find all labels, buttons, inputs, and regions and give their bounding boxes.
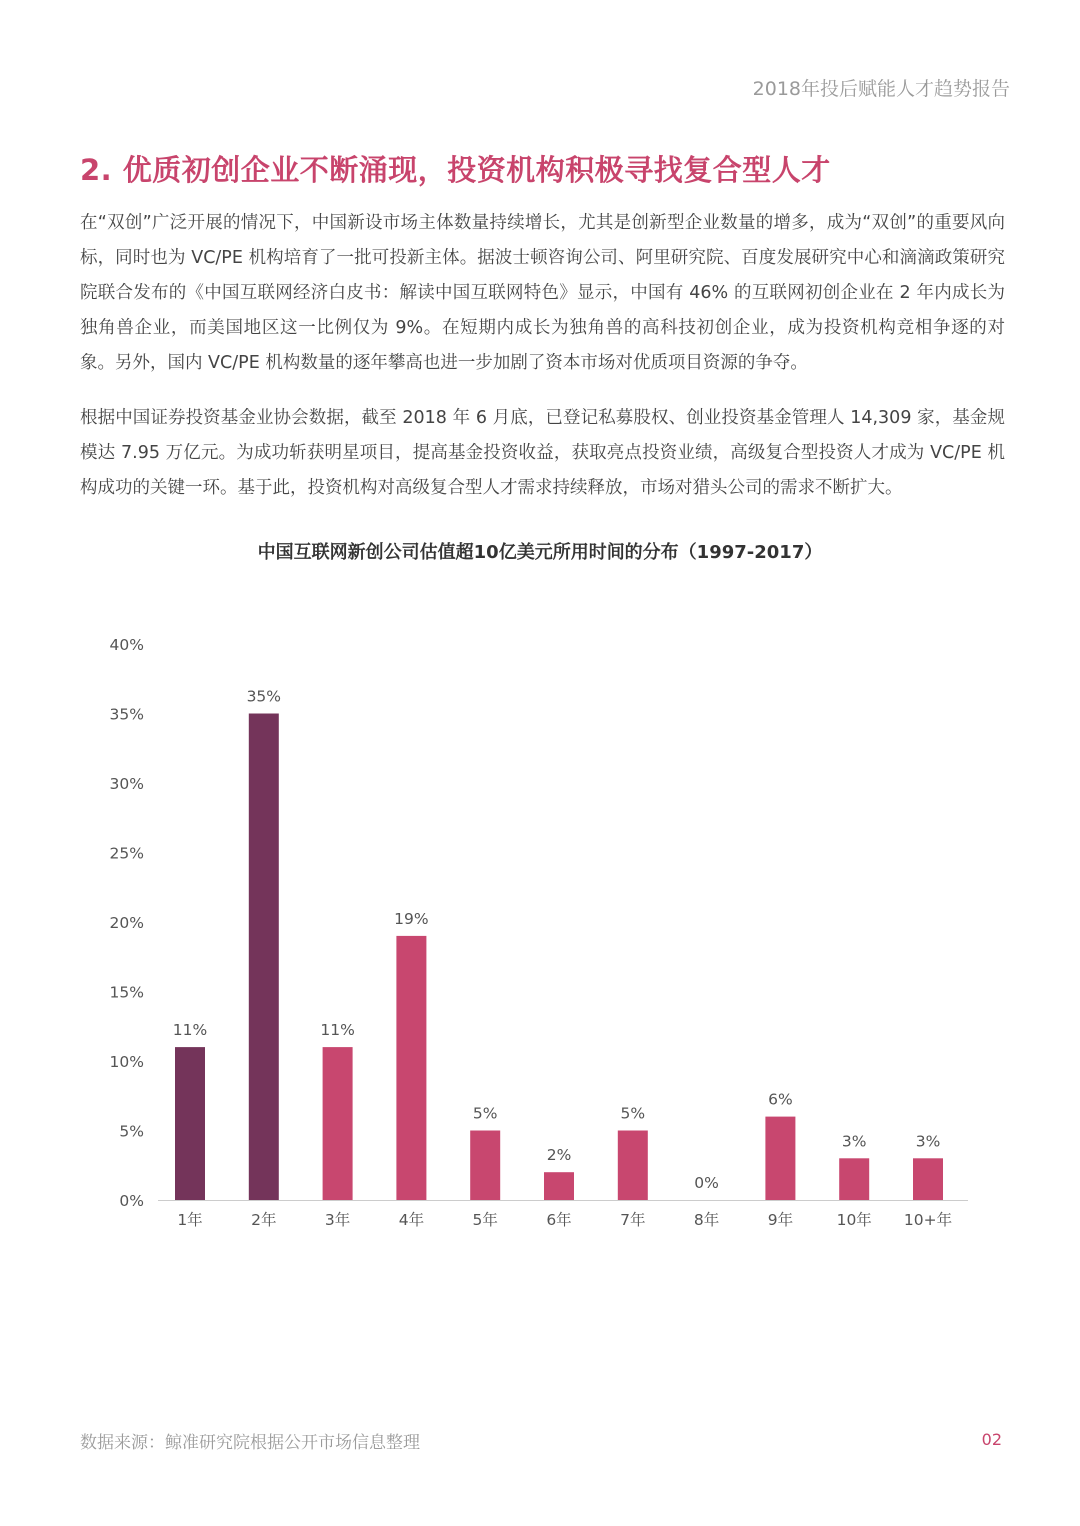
bar — [544, 1172, 574, 1200]
page-number: 02 — [981, 1430, 1002, 1449]
x-tick-label: 8年 — [693, 1211, 720, 1229]
bar-value-label: 5% — [620, 1104, 646, 1123]
y-tick-label: 5% — [119, 1122, 144, 1141]
bar-value-label: 11% — [320, 1021, 355, 1040]
x-tick-label: 3年 — [324, 1211, 351, 1229]
report-header-title: 2018年投后赋能人才趋势报告 — [752, 78, 1010, 100]
footer-data-source: 数据来源：鲸准研究院根据公开市场信息整理 — [80, 1433, 420, 1453]
body-paragraph-2: 根据中国证券投资基金业协会数据，截至 2018 年 6 月底，已登记私募股权、创业投资基金管理人 14,309 家，基金规模达 7.95 万亿元。为成功斩获明星项目，提高基金投资收益，获取亮点投资业绩，高级复合型投资人才成为 VC/PE 机构成功的关键一环。基于此，投资机构对高级复合型人才需求持续释放，市场对猎头公司的需求不断扩大。 — [80, 408, 1005, 498]
bar-value-label: 0% — [694, 1174, 719, 1192]
y-tick-label: 0% — [119, 1192, 144, 1210]
section-title: 2. 优质初创企业不断涌现，投资机构积极寻找复合型人才 — [80, 153, 831, 187]
x-tick-label: 4年 — [398, 1211, 425, 1229]
bar-chart — [0, 620, 1080, 1260]
x-tick-label: 9年 — [767, 1211, 794, 1229]
y-tick-label: 35% — [109, 705, 144, 724]
x-tick-label: 2年 — [251, 1211, 277, 1229]
chart-title: 中国互联网新创公司估值超10亿美元所用时间的分布（1997-2017） — [257, 542, 823, 563]
bar — [396, 936, 426, 1200]
y-tick-label: 10% — [109, 1053, 144, 1071]
x-tick-label: 7年 — [620, 1211, 646, 1229]
bar-value-label: 6% — [768, 1090, 793, 1109]
y-tick-label: 20% — [109, 914, 144, 932]
x-tick-label: 6年 — [546, 1211, 572, 1229]
y-tick-label: 25% — [109, 844, 144, 863]
bar — [913, 1158, 943, 1200]
bar — [323, 1047, 353, 1200]
y-tick-label: 15% — [109, 983, 144, 1002]
x-tick-label: 5年 — [472, 1211, 498, 1229]
body-paragraph-1: 在“双创”广泛开展的情况下，中国新设市场主体数量持续增长，尤其是创新型企业数量的增多，成为“双创”的重要风向标，同时也为 VC/PE 机构培育了一批可投新主体。据波士顿咨询公司、阿里研究院、百度发展研究中心和滴滴政策研究院联合发布的《中国互联网经济白皮书：解读中国互联网特色》显示，中国有 46% 的互联网初创企业在 2 年内成长为独角兽企业，而美国地区这一比例仅为 9%。在短期内成长为独角兽的高科技初创企业，成为投资机构竞相争逐的对象。另外，国内 VC/PE 机构数量的逐年攀高也进一步加剧了资本市场对优质项目资源的争夺。 — [80, 213, 1005, 373]
bar — [249, 714, 279, 1201]
bar-value-label: 19% — [394, 909, 429, 928]
x-tick-label: 1年 — [177, 1211, 203, 1229]
bar-value-label: 35% — [246, 687, 282, 706]
y-tick-label: 30% — [109, 775, 144, 793]
y-tick-label: 40% — [109, 636, 144, 654]
bar-value-label: 3% — [841, 1132, 867, 1151]
bar-value-label: 3% — [915, 1132, 941, 1151]
bar — [618, 1131, 648, 1201]
x-tick-label: 10+年 — [903, 1211, 953, 1229]
x-tick-label: 10年 — [836, 1211, 872, 1229]
bar-value-label: 2% — [546, 1146, 572, 1165]
bar — [175, 1047, 205, 1200]
bar-value-label: 5% — [472, 1104, 498, 1123]
bar — [839, 1158, 869, 1200]
bar — [765, 1117, 795, 1200]
bar-value-label: 11% — [172, 1021, 208, 1040]
bar — [470, 1131, 500, 1201]
